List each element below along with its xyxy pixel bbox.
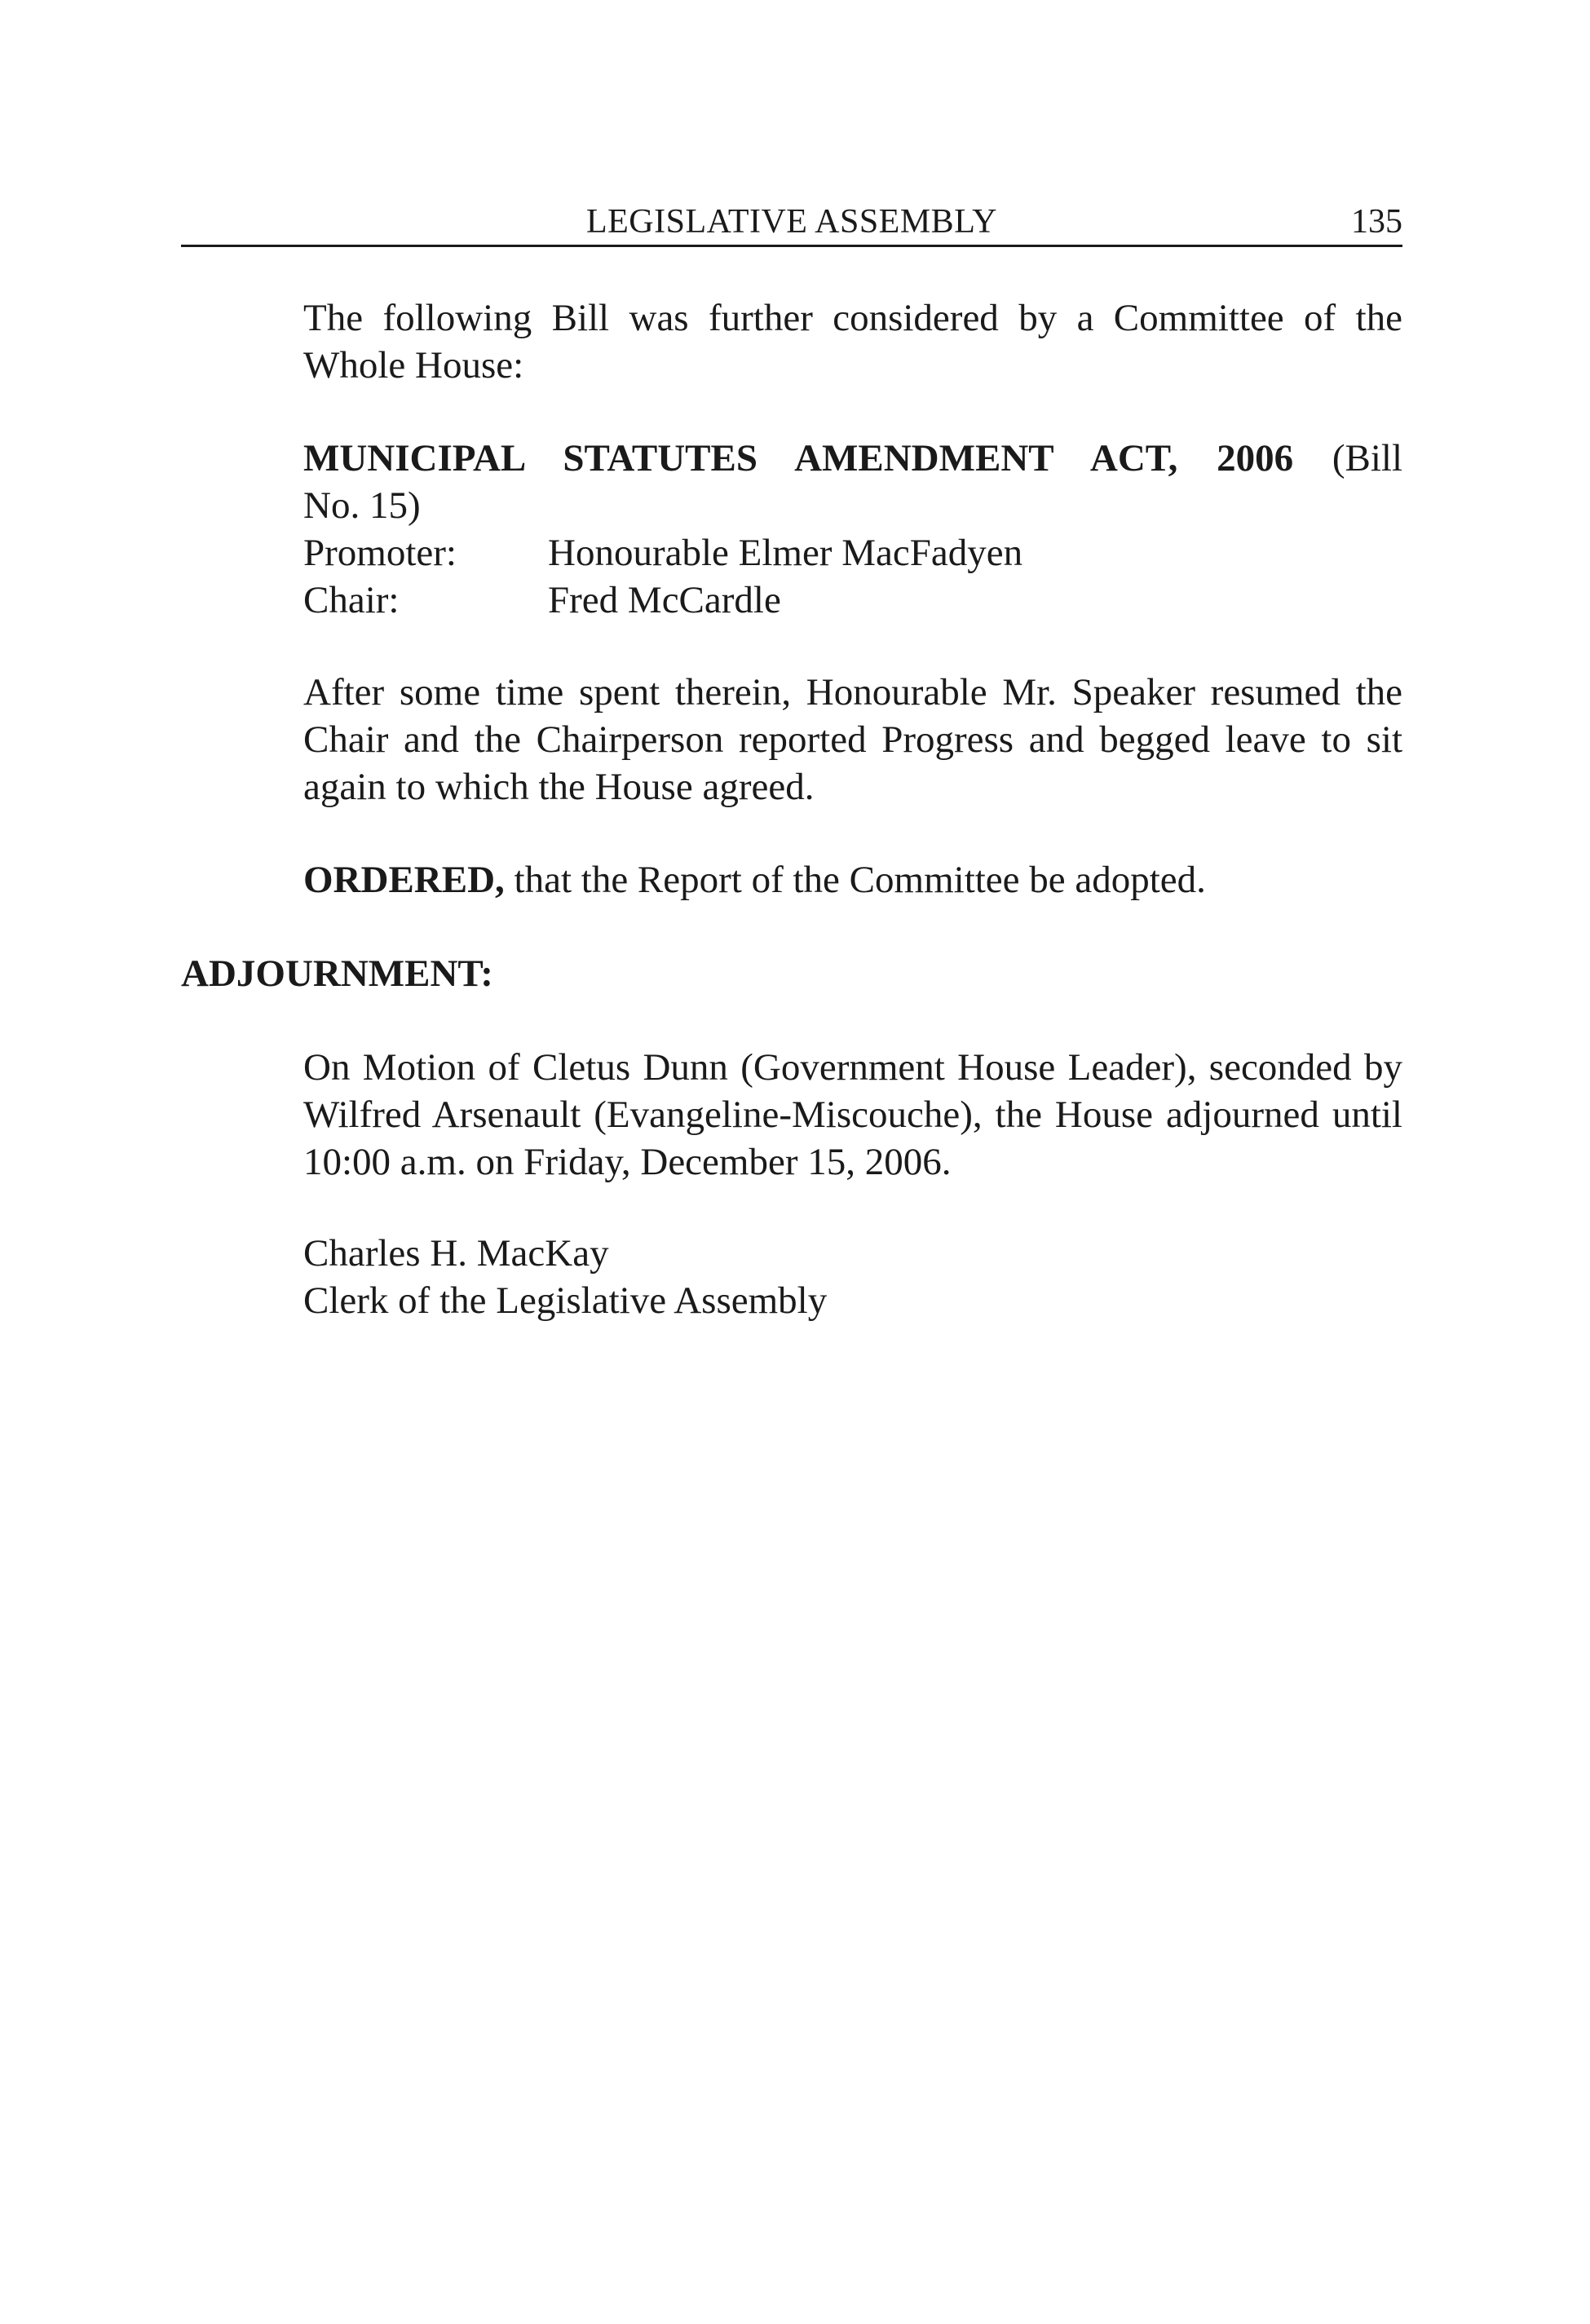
signature-title: Clerk of the Legislative Assembly bbox=[303, 1279, 828, 1322]
intro-paragraph: The following Bill was further considered by a Committee of the Whole House: bbox=[303, 297, 1402, 387]
promoter-value: Honourable Elmer MacFadyen bbox=[548, 532, 1023, 574]
bill-title: MUNICIPAL STATUTES AMENDMENT ACT, 2006 bbox=[303, 437, 1294, 479]
chair-value: Fred McCardle bbox=[548, 579, 781, 621]
page-number: 135 bbox=[1351, 203, 1402, 241]
signature-block bbox=[303, 1230, 1402, 1324]
promoter-label: Promoter: bbox=[303, 532, 457, 574]
progress-paragraph: After some time spent therein, Honourable Mr. Speaker resumed the Chair and the Chairperson reported Progress and begged leave to sit again to which the House agreed. bbox=[303, 671, 1402, 808]
bill-title-line bbox=[303, 435, 1402, 482]
header-title: LEGISLATIVE ASSEMBLY bbox=[586, 203, 997, 241]
running-header bbox=[181, 199, 1402, 247]
ordered-text: that the Report of the Committee be adopted. bbox=[504, 859, 1206, 901]
chair-label: Chair: bbox=[303, 579, 400, 621]
adjournment-paragraph: On Motion of Cletus Dunn (Government House Leader), seconded by Wilfred Arsenault (Evangeline-Miscouche), the House adjourned until 10:00 a.m. on Friday, December 15, 2006. bbox=[303, 1046, 1402, 1183]
promoter-row bbox=[303, 529, 1402, 577]
adjournment-heading: ADJOURNMENT: bbox=[181, 952, 493, 995]
ordered-keyword: ORDERED, bbox=[303, 859, 505, 901]
ordered-paragraph bbox=[303, 856, 1402, 904]
bill-number-close: No. 15) bbox=[303, 484, 421, 527]
chair-row bbox=[303, 577, 1402, 624]
signature-name: Charles H. MacKay bbox=[303, 1232, 609, 1275]
bill-block bbox=[303, 435, 1402, 624]
bill-number-open: (Bill bbox=[1332, 437, 1403, 479]
